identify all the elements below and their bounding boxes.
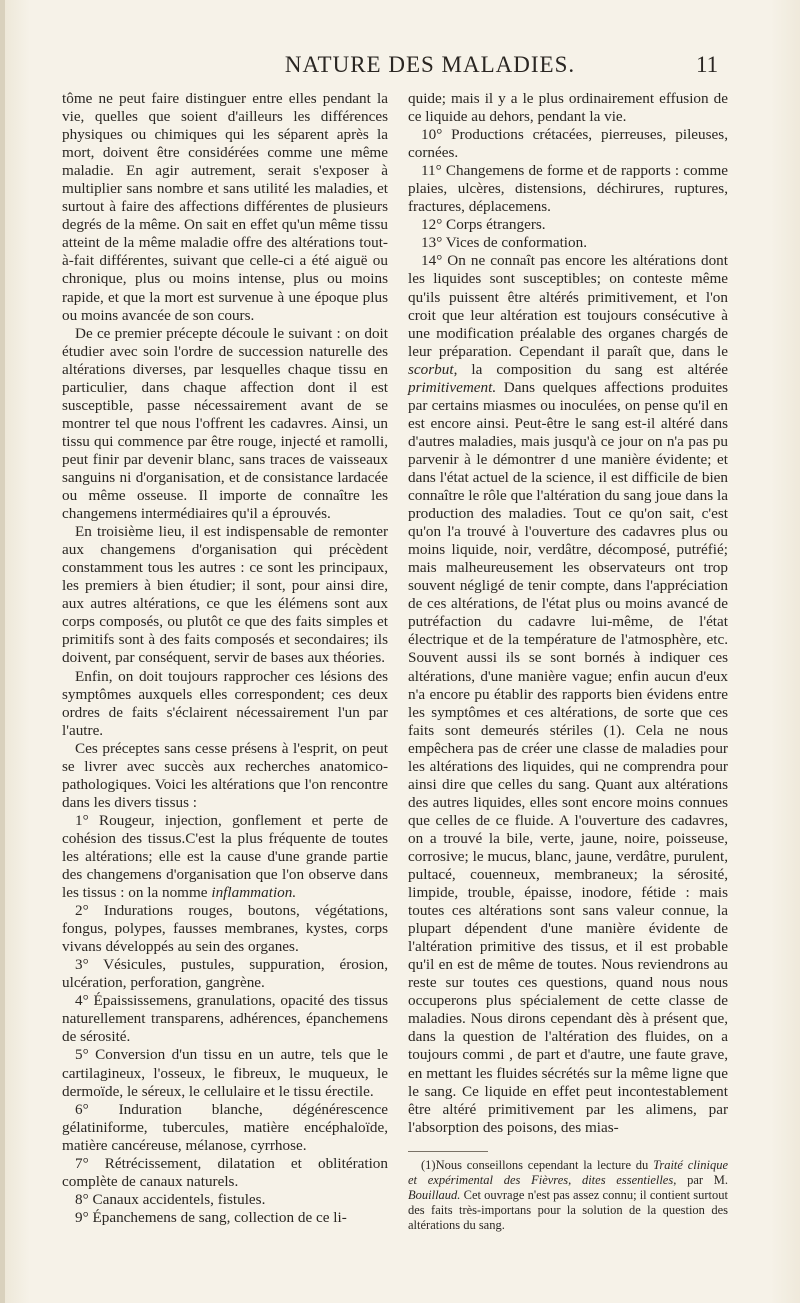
footnote: [408, 1158, 728, 1233]
paragraph: De ce premier précepte découle le suivant : on doit étudier avec soin l'ordre de succession naturelle des altérations diverses, par lesquelles chaque tissu en particulier, dans chaque affection dont il est susceptible, passe nécessairement avant de se montrer tel que nous l'offrent les cadavres. Ainsi, un tissu qui commence par être rouge, injecté et ramolli, peut finir par devenir blanc, sans traces de vaisseaux sanguins ni d'organisation, et de consistance lardacée ou même osseuse. Il importe de connaître les changemens intermédiaires qu'il a éprouvés.: [62, 324, 388, 523]
footnote-divider: [408, 1151, 488, 1152]
list-item: 4° Épaississemens, granulations, opacité des tissus naturellement transparens, adhérences, épanchemens de sérosité.: [62, 992, 388, 1046]
list-item: 13° Vices de conformation.: [421, 234, 587, 252]
list-item-text: 14° On ne connaît pas encore les altérations dont les liquides sont susceptibles; on conteste même qu'ils puissent être altérés primitivement, et l'on croit que leur altération est toujours consécutive à une modification préalable des organes chargés de leur préparation. Cependant il paraît que, dans le: [408, 252, 728, 360]
running-header: NATURE DES MALADIES.: [284, 52, 576, 77]
paragraph: quide; mais il y a le plus ordinairement effusion de ce liquide au dehors, pendant la vie.: [408, 90, 728, 126]
paragraph: En troisième lieu, il est indispensable de remonter aux changemens d'organisation qui précèdent constamment tous les autres : ce sont les principaux, les premiers à bien étudier; il sont, pour ainsi dire, aux autres altérations, ce que les élémens sont aux corps composés, ou plutôt ce que des faits simples et primitifs sont à des faits composés et secondaires; ils doivent, par conséquent, servir de bases aux théories.: [62, 523, 388, 667]
list-item-term: scorbut: [408, 360, 454, 378]
list-item-text: Dans quelques affections produites par certains miasmes ou inoculées, on pense qu'il en est encore ainsi. Peut-être le sang est-il altéré dans d'autres maladies, mais jusqu'à ce jour on n'a pas pu parvenir à le démontrer d une manière évidente; et dans l'état actuel de la science, il est difficile de bien connaître le rôle que l'altération du sang joue dans la production des maladies. Tout ce qu'on sait, c'est qu'on l'a trouvé à l'ouverture des cadavres plus ou moins liquide, noir, verdâtre, décomposé, putréfié; mais malheureusement les observateurs ont trop souvent négligé de tenir compte, dans l'appréciation de ces altérations, de l'état plus ou moins avancé de putréfaction du cadavre lui-même, de l'état électrique et de la température de l'atmosphère, etc. Souvent aussi ils se sont bornés à indiquer ces altérations, d'une manière vague; enfin aucun d'eux n'a encore pu établir des rapports bien évidens entre les symptômes et ces altérations, de sorte que ces faits sont demeurés stériles (1). Cela ne nous empêchera pas de créer une classe de maladies pour les altérations des liquides, qui ne comprendra pour ainsi dire que celles du sang. Quant aux altérations des autres liquides, elles sont encore moins connues que celles de ce fluide. A l'ouverture des cadavres, on a trouvé la bile, verte, jaune, noire, poisseuse, corrosive; le mucus, blanc, jaune, verdâtre, purulent, pultacé, couenneux, membraneux; la sérosité, limpide, trouble, épaisse, inodore, fétide : mais toutes ces altérations sont sans valeur connue, la plupart dépendent d'une manière évidente de l'altération primitive des tissus, et il est probable qu'il en est de même de toutes. Nous reviendrons au reste sur toutes ces questions, quand nous nous occuperons plus spécialement de cette classe de maladies. Nous dirons cependant dès à présent que, dans la question de l'altération des fluides, on a toujours commi , de part et d'autre, une faute grave, en mettant les fluides sécrétés sur la même ligne que le sang. Ce liquide en effet peut incontestablement être altéré primitivement par les alimens, par l'absorption des poisons, des mias-: [408, 378, 728, 1136]
footnote-title: Traité clinique et expérimental des Fièvres, dites essentielles: [408, 1157, 728, 1187]
list-item: 2° Indurations rouges, boutons, végétations, fongus, polypes, fausses membranes, kystes, corps vivans développés au sein des organes.: [62, 902, 388, 956]
footnote-text: , par M.: [673, 1172, 729, 1187]
left-column: [62, 90, 388, 1227]
list-item: 3° Vésicules, pustules, suppuration, érosion, ulcération, perforation, gangrène.: [62, 956, 388, 992]
list-item: 5° Conversion d'un tissu en un autre, tels que le cartilagineux, l'osseux, le fibreux, le muqueux, le dermoïde, le séreux, le cellulaire et le tissu érectile.: [62, 1046, 388, 1100]
list-item: 10° Productions crétacées, pierreuses, pileuses, cornées.: [408, 126, 728, 162]
paragraph: Ces préceptes sans cesse présens à l'esprit, on peut se livrer avec succès aux recherches anatomico-pathologiques. Voici les altérations que l'on rencontre dans les divers tissus :: [62, 739, 388, 811]
list-item: 9° Épanchemens de sang, collection de ce li-: [75, 1208, 347, 1226]
list-item: 7° Rétrécissement, dilatation et oblitération complète de canaux naturels.: [62, 1154, 388, 1190]
right-column: [408, 90, 728, 1233]
list-item-term: primitivement.: [408, 378, 497, 396]
list-item: 6° Induration blanche, dégénérescence gélatiniforme, tubercules, matière encéphaloïde, matière cancéreuse, mélanose, cyrrhose.: [62, 1100, 388, 1154]
footnote-author: Bouillaud.: [408, 1187, 461, 1202]
list-item: 11° Changemens de forme et de rapports : comme plaies, ulcères, distensions, déchirures, ruptures, fractures, déplacemens.: [408, 162, 728, 216]
footnote-text: (1)Nous conseillons cependant la lecture du: [421, 1157, 654, 1172]
page-edge: [0, 0, 5, 1303]
footnote-text: Cet ouvrage n'est pas assez connu; il contient surtout des faits très-importans pour la solution de la question des altérations du sang.: [408, 1187, 728, 1232]
paragraph: tôme ne peut faire distinguer entre elles pendant la vie, quelles que soient d'ailleurs les différences physiques ou chimiques qui les séparent après la mort, doivent être considérées comme une même maladie. En agir autrement, serait s'exposer à multiplier sans nombre et sans utilité les maladies, et surtout à faire des affections différentes de plusieurs degrés de la même. On sait en effet qu'un même tissu atteint de la même maladie offre des altérations tout-à-fait différentes, suivant que celle-ci a été aiguë ou chronique, plus ou moins intense, plus ou moins rapide, et que la mort est survenue à une époque plus ou moins avancée de son cours.: [62, 90, 388, 324]
list-item-term: inflammation.: [211, 884, 297, 902]
list-item: [408, 252, 728, 1136]
list-item: [62, 812, 388, 902]
page-number: 11: [696, 52, 719, 77]
list-item: 8° Canaux accidentels, fistules.: [75, 1190, 266, 1208]
list-item: 12° Corps étrangers.: [421, 216, 546, 234]
paragraph: Enfin, on doit toujours rapprocher ces lésions des symptômes auxquels elles correspondent; ces deux ordres de faits s'éclairent nécessairement l'un par l'autre.: [62, 667, 388, 739]
list-item-text: 1° Rougeur, injection, gonflement et perte de cohésion des tissus.C'est la plus fréquente de toutes les altérations; elle est la cause d'une grande partie des changemens d'organisation que l'on observe dans les tissus : on la nomme: [62, 811, 388, 902]
list-item-text: , la composition du sang est altérée: [453, 360, 728, 378]
